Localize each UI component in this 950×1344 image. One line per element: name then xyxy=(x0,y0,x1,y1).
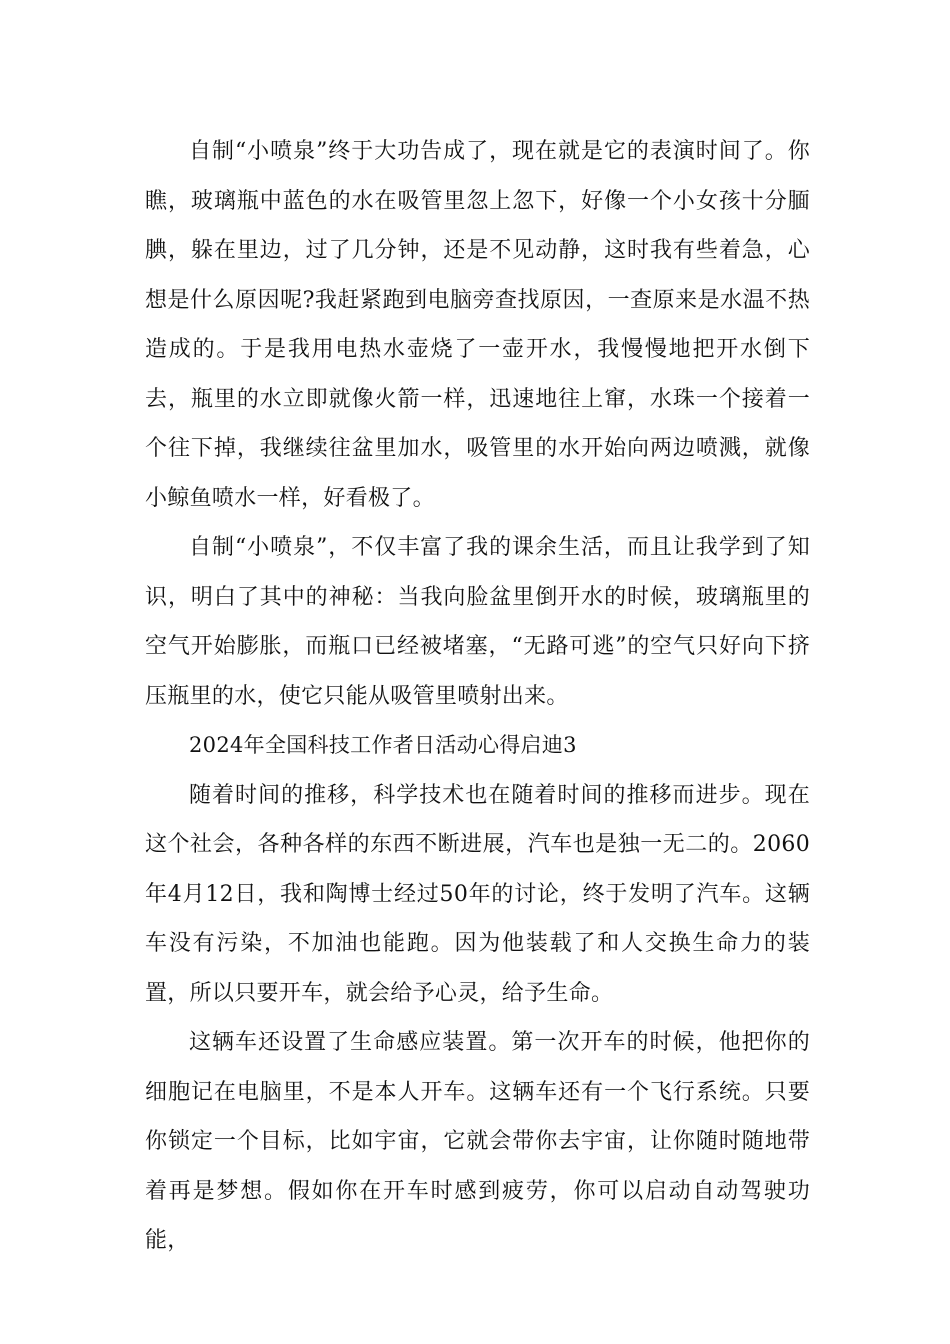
section-heading: 2024年全国科技工作者日活动心得启迪3 xyxy=(189,733,577,757)
paragraph-fountain-performance: 自制“小喷泉”终于大功告成了，现在就是它的表演时间了。你瞧，玻璃瓶中蓝色的水在吸管里忽上忽下，好像一个小女孩十分腼腆，躲在里边，过了几分钟，还是不见动静，这时我有些着急，心想是什么原因呢?我赶紧跑到电脑旁查找原因，一查原来是水温不热造成的。于是我用电热水壶烧了一壶开水，我慢慢地把开水倒下去，瓶里的水立即就像火箭一样，迅速地往上窜，水珠一个接着一个往下掉，我继续往盆里加水，吸管里的水开始向两边喷溅，就像小鲸鱼喷水一样，好看极了。 xyxy=(145,139,810,511)
paragraph-fountain-explanation: 自制“小喷泉”，不仅丰富了我的课余生活，而且让我学到了知识，明白了其中的神秘：当我向脸盆里倒开水的时候，玻璃瓶里的空气开始膨胀，而瓶口已经被堵塞，“无路可逃”的空气只好向下挤压瓶里的水，使它只能从吸管里喷射出来。 xyxy=(145,535,810,709)
paragraph-car-features: 这辆车还设置了生命感应装置。第一次开车的时候，他把你的细胞记在电脑里，不是本人开车。这辆车还有一个飞行系统。只要你锁定一个目标，比如宇宙，它就会带你去宇宙，让你随时随地带着再是梦想。假如你在开车时感到疲劳，你可以启动自动驾驶功能， xyxy=(145,1030,810,1253)
document-body xyxy=(145,127,810,1266)
paragraph-car-invention: 随着时间的推移，科学技术也在随着时间的推移而进步。现在这个社会，各种各样的东西不断进展，汽车也是独一无二的。2060年4月12日，我和陶博士经过50年的讨论，终于发明了汽车。这辆车没有污染，不加油也能跑。因为他装载了和人交换生命力的装置，所以只要开车，就会给予心灵，给予生命。 xyxy=(145,782,810,1006)
